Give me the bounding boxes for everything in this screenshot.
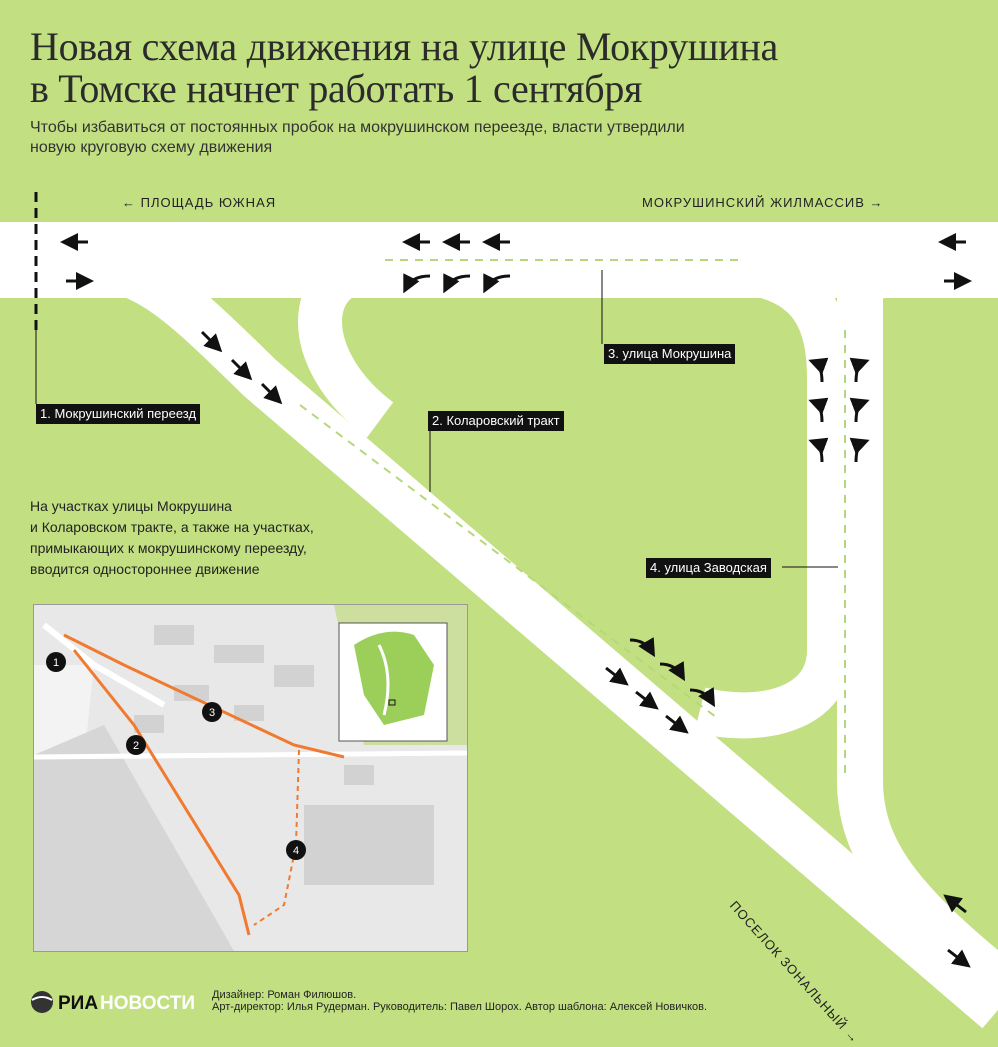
label-mokrushina-street: 3. улица Мокрушина [604, 344, 735, 364]
svg-text:3: 3 [208, 707, 216, 719]
svg-text:2: 2 [132, 740, 140, 752]
arrow-turn-icon [660, 664, 682, 676]
svg-text:РИА: РИА [58, 993, 99, 1014]
title-line-2: в Томске начнет работать 1 сентября [30, 66, 643, 111]
label-kolarov-trakt: 2. Коларовский тракт [428, 411, 564, 431]
label-zavodskaya-street: 4. улица Заводская [646, 558, 771, 578]
direction-mokrushinsky-zhilmassiv: МОКРУШИНСКИЙ ЖИЛМАССИВ → [642, 195, 884, 210]
subtitle-line-2: новую круговую схему движения [30, 139, 273, 156]
inset-map-drawing [34, 605, 467, 951]
ria-logo-icon [30, 990, 210, 1014]
direction-poselok-zonalny: ПОСЕЛОК ЗОНАЛЬНЫЙ → [726, 898, 863, 1047]
svg-text:1: 1 [52, 657, 60, 669]
svg-text:4: 4 [292, 845, 300, 857]
one-way-note: На участках улицы Мокрушина и Коларовском тракте, а также на участках, примыкающих к мокрушинскому переезду, вводится одностороннее движение [30, 498, 314, 577]
arrow-turn-icon [630, 640, 652, 652]
subtitle-line-1: Чтобы избавиться от постоянных пробок на мокрушинском переезде, власти утвердили [30, 119, 685, 136]
inset-map [33, 604, 468, 952]
road-zavodskaya [700, 270, 830, 715]
svg-text:НОВОСТИ: НОВОСТИ [100, 993, 196, 1014]
direction-ploshchad-yuzhnaya: ← ПЛОЩАДЬ ЮЖНАЯ [122, 195, 277, 210]
credits: Дизайнер: Роман Филюшов. Арт-директор: Илья Рудерман. Руководитель: Павел Шорох. Автор шаблона: Алексей Новичков. [212, 989, 708, 1013]
label-mokrushinsky-crossing: 1. Мокрушинский переезд [36, 404, 200, 424]
ria-novosti-logo [30, 990, 210, 1019]
title-line-1: Новая схема движения на улице Мокрушина [30, 24, 778, 69]
road-zonal [860, 300, 998, 980]
